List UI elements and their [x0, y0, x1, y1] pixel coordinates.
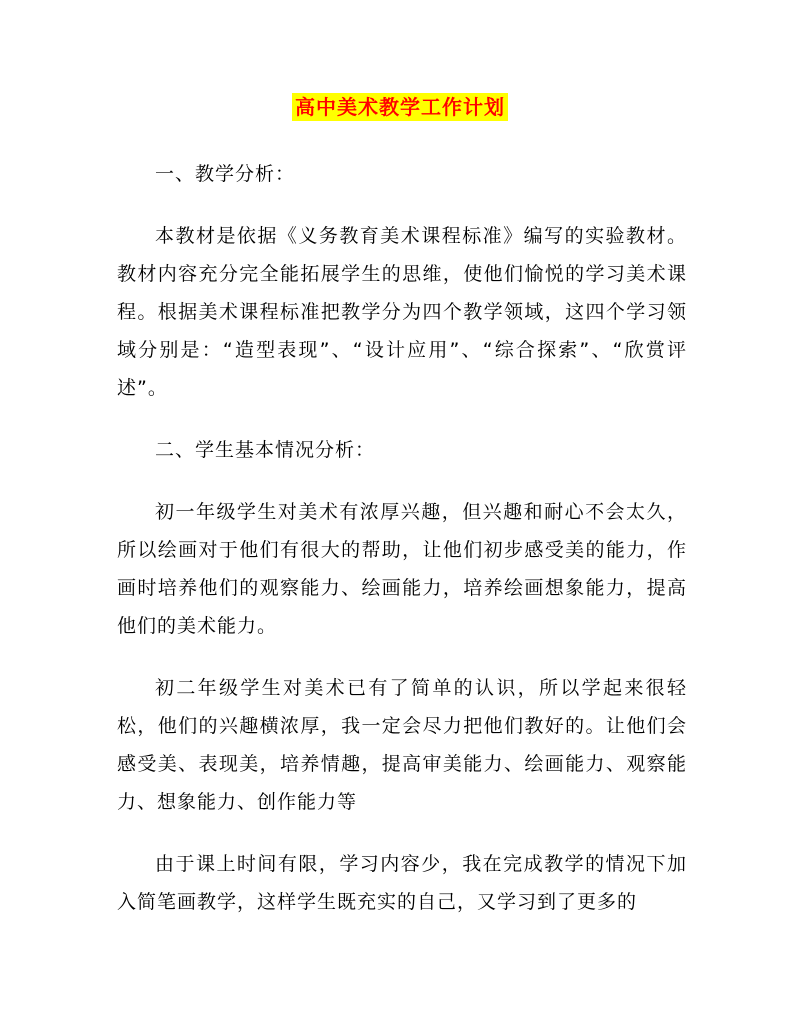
- document-body: [117, 135, 687, 921]
- document-title: 高中美术教学工作计划: [292, 93, 508, 121]
- paragraph-teaching-analysis: 本教材是依据《义务教育美术课程标准》编写的实验教材。教材内容充分完全能拓展学生的思维，使他们愉悦的学习美术课程。根据美术课程标准把教学分为四个教学领域，这四个学习领域分别是：“造型表现”、“设计应用”、“综合探索”、“欣赏评述”。: [117, 225, 687, 399]
- paragraph-grade-two: 初二年级学生对美术已有了简单的认识，所以学起来很轻松，他们的兴趣横浓厚，我一定会尽力把他们教好的。让他们会感受美、表现美，培养情趣，提高审美能力、绘画能力、观察能力、想象能力、创作能力等: [117, 677, 687, 813]
- paragraph-class-time: 由于课上时间有限，学习内容少，我在完成教学的情况下加入简笔画教学，这样学生既充实的自己，又学习到了更多的: [117, 853, 687, 913]
- paragraph-grade-one: 初一年级学生对美术有浓厚兴趣，但兴趣和耐心不会太久，所以绘画对于他们有很大的帮助，让他们初步感受美的能力，作画时培养他们的观察能力、绘画能力，培养绘画想象能力，提高他们的美术能力。: [117, 501, 687, 637]
- title-wrap: [0, 93, 800, 121]
- section-heading-teaching-analysis: 一、教学分析：: [155, 163, 296, 185]
- section-heading-student-analysis: 二、学生基本情况分析：: [155, 439, 376, 461]
